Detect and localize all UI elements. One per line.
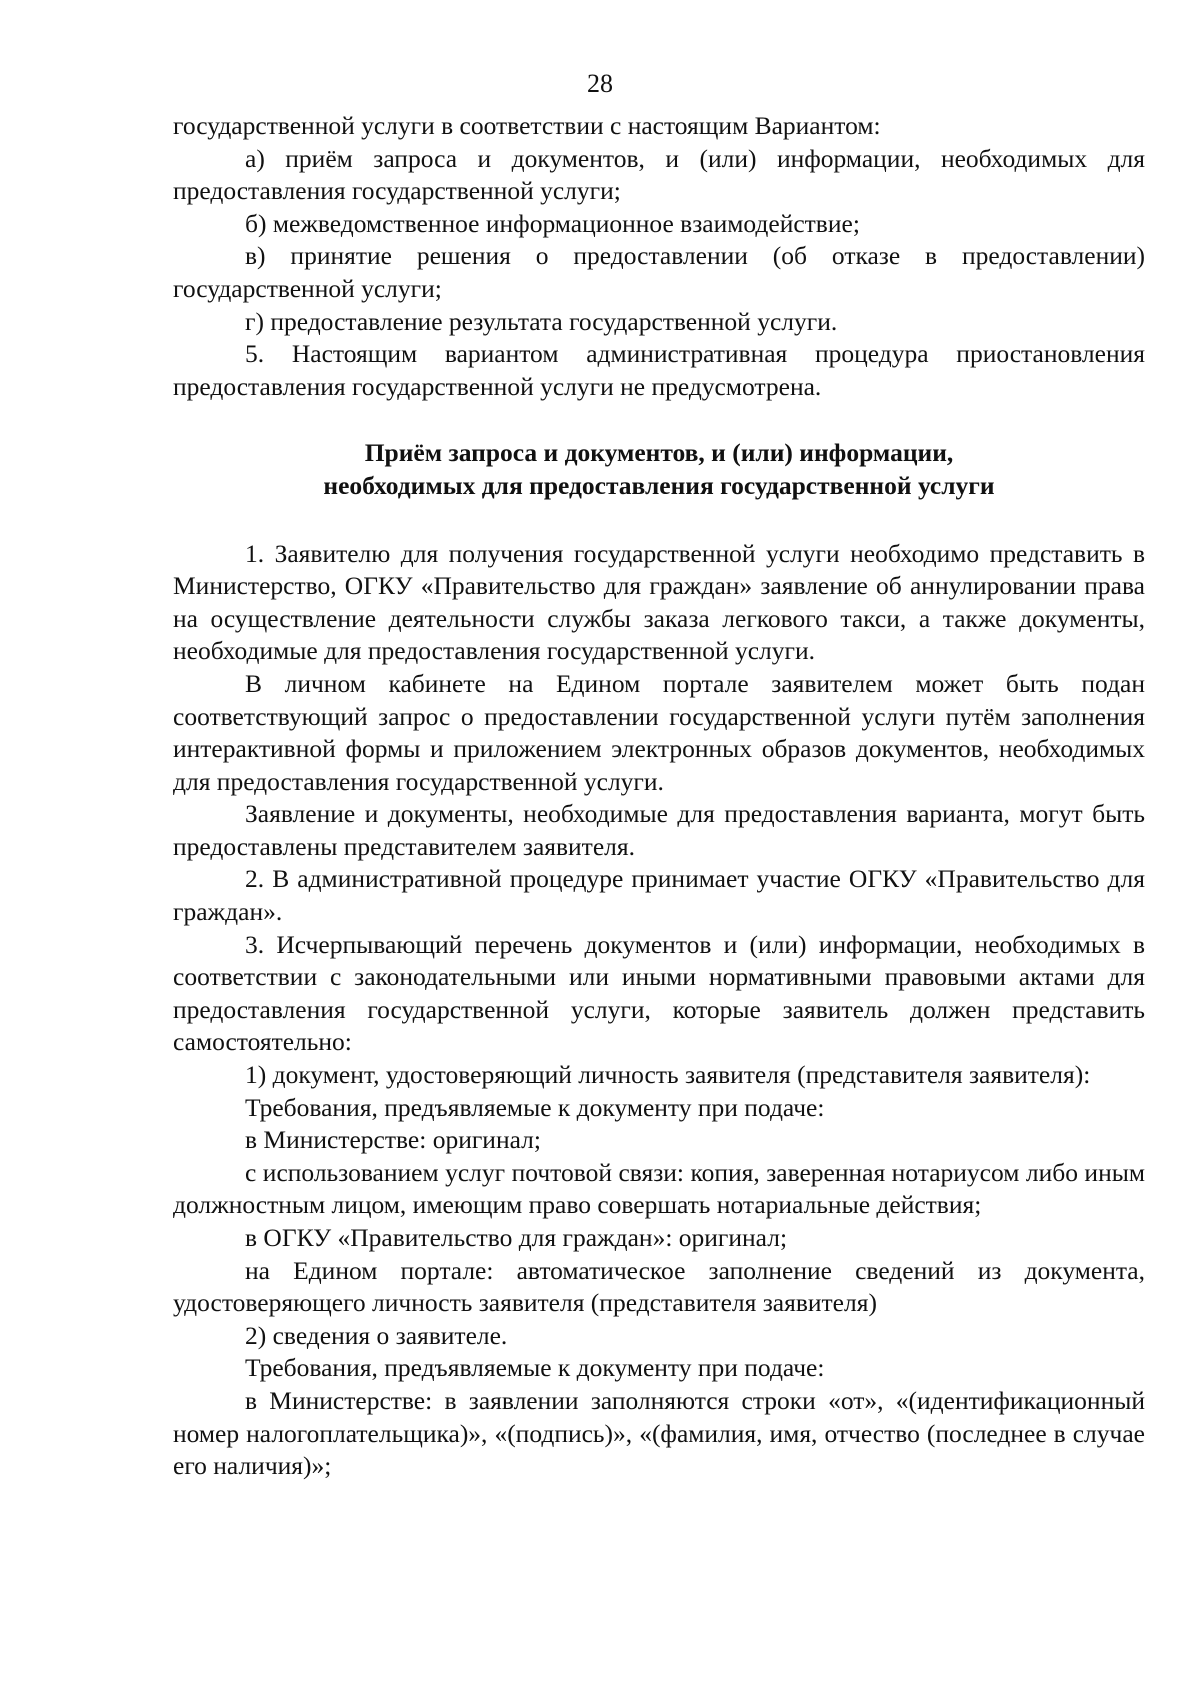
paragraph: с использованием услуг почтовой связи: копия, заверенная нотариусом либо иным должностным лицом, имеющим право совершать нотариальные действия; <box>173 1157 1145 1220</box>
paragraph: в ОГКУ «Правительство для граждан»: оригинал; <box>245 1223 788 1252</box>
paragraph-item-2: 2. В административной процедуре принимает участие ОГКУ «Правительство для граждан». <box>173 864 1145 927</box>
paragraph: в Министерстве: оригинал; <box>245 1125 541 1155</box>
section-heading-line-2: необходимых для предоставления государственной услуги <box>323 470 995 500</box>
paragraph: в Министерстве: в заявлении заполняются строки «от», «(идентификационный номер налогоплательщика)», «(подпись)», «(фамилия, имя, отчество (последнее в случае его наличия)»; <box>173 1385 1145 1481</box>
list-item-b: б) межведомственное информационное взаимодействие; <box>245 208 860 238</box>
section-heading <box>173 437 1145 502</box>
paragraph: Требования, предъявляемые к документу при подаче: <box>245 1092 825 1122</box>
subitem-2: 2) сведения о заявителе. <box>245 1320 508 1350</box>
paragraph: Требования, предъявляемые к документу при подаче: <box>245 1353 825 1383</box>
paragraph: на Едином портале: автоматическое заполнение сведений из документа, удостоверяющего личность заявителя (представителя заявителя) <box>173 1255 1145 1318</box>
paragraph-item-5: 5. Настоящим вариантом административная процедура приостановления предоставления государственной услуги не предусмотрена. <box>173 339 1145 401</box>
paragraph: В личном кабинете на Едином портале заявителем может быть подан соответствующий запрос о предоставлении государственной услуги путём заполнения интерактивной формы и приложением электронных образов документов, необходимых для предоставления государственной услуги. <box>173 668 1145 796</box>
paragraph: Заявление и документы, необходимые для предоставления варианта, могут быть предоставлены представителем заявителя. <box>173 799 1145 861</box>
list-item-v: в) принятие решения о предоставлении (об отказе в предоставлении) государственной услуги; <box>173 241 1145 303</box>
paragraph-item-3: 3. Исчерпывающий перечень документов и (или) информации, необходимых в соответствии с законодательными или иными нормативными правовыми актами для предоставления государственной услуги, которые заявитель должен представить самостоятельно: <box>173 929 1145 1057</box>
document-body <box>173 110 1145 1483</box>
subitem-1: 1) документ, удостоверяющий личность заявителя (представителя заявителя): <box>245 1060 1091 1090</box>
list-item-a: а) приём запроса и документов, и (или) информации, необходимых для предоставления государственной услуги; <box>173 143 1145 206</box>
page-number: 28 <box>587 69 613 98</box>
paragraph-item-1: 1. Заявителю для получения государственной услуги необходимо представить в Министерство, ОГКУ «Правительство для граждан» заявление об аннулировании права на осуществление деятельности службы заказа легкового такси, а также документы, необходимые для предоставления государственной услуги. <box>173 538 1145 666</box>
list-item-g: г) предоставление результата государственной услуги. <box>245 306 838 336</box>
section-heading-line-1: Приём запроса и документов, и (или) информации, <box>364 438 954 468</box>
paragraph: государственной услуги в соответствии с настоящим Вариантом: <box>173 111 881 140</box>
